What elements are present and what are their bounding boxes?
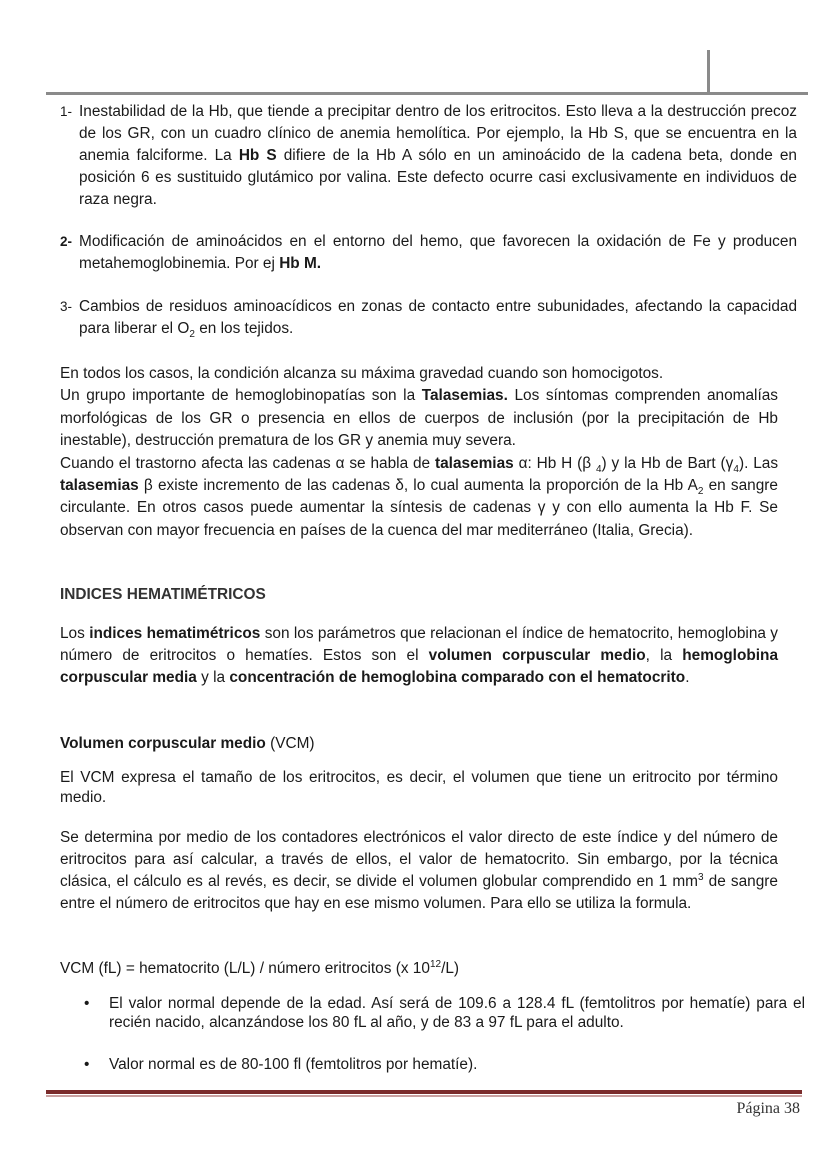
subscript-text: 4 [733,463,739,475]
item-text [79,103,797,208]
page-number: Página 38 [736,1100,800,1117]
bold-text: Talasemias. [421,387,508,405]
vcm-heading-bold: Volumen corpuscular medio [60,735,266,752]
bold-text: concentración de hemoglobina comparado con el hematocrito [229,669,686,686]
item-number: 1- [60,104,73,119]
text-segment: , la [645,647,683,664]
bold-text: Hb S [238,147,277,164]
text-segment: ). Las [738,454,779,472]
text-segment: y la [196,669,230,686]
text-segment: Un grupo importante de hemoglobinopatías son la [60,387,422,405]
text-segment: . [685,669,690,686]
indices-paragraph [60,623,778,689]
vcm-heading-abbr: (VCM) [265,735,315,752]
text-segment: ) y la Hb de Bart (γ [601,454,734,472]
subscript-text: 4 [595,463,602,475]
text-segment: β existe incremento de las cadenas δ, lo cual aumenta la proporción de la Hb A [138,477,698,495]
text-segment: Cuando el trastorno afecta las cadenas α se habla de [60,454,435,472]
bold-text: talasemias [60,477,139,495]
text-segment: Cambios de residuos aminoacídicos en zonas de contacto entre subunidades, afectando la capacidad para liberar el O [79,298,797,337]
bold-text: volumen corpuscular medio [428,647,646,664]
text-segment: Modificación de aminoácidos en el entorno del hemo, que favorecen la oxidación de Fe y producen metahemoglobinemia. Por ej [79,233,797,272]
text-segment: en los tejidos. [194,320,294,337]
header-divider-vertical [707,50,710,94]
header-rule [46,92,808,95]
bullet-icon: • [84,1056,90,1073]
vcm-formula [60,958,778,980]
bold-text: hemoglobina corpuscular media [60,647,778,686]
text-segment: Los síntomas comprenden anomalías morfológicas de los GR o presencia en ellos de cuerpos de inclusión (por la precipitación de Hb inestable), destrucción prematura de los GR y anemia muy severa. [60,387,778,450]
bold-text: talasemias [434,454,514,472]
bullet-item-1 [82,994,805,1032]
footer-rule [46,1090,802,1094]
text-segment: Inestabilidad de la Hb, que tiende a precipitar dentro de los eritrocitos. Esto lleva a la destrucción precoz de los GR, con un cuadro clínico de anemia hemolítica. Por ejemplo, la Hb S, que se encuentra en la anemia falciforme. La [79,103,797,164]
bullet-item-2 [82,1055,805,1074]
text-segment: El VCM expresa el tamaño de los eritrocitos, es decir, el volumen que tiene un eritrocito por término medio. [60,769,778,806]
bold-text: indices hematimétricos [89,625,261,642]
talasemias-paragraph [60,363,778,542]
bullet-icon: • [84,995,90,1012]
list-item-2 [60,231,797,275]
text-segment: α: Hb H (β [513,454,596,472]
subscript-text: 2 [697,486,704,498]
text-segment: En todos los casos, la condición alcanza su máxima gravedad cuando son homocigotos. [60,365,664,382]
subscript-text: 2 [189,329,195,341]
vcm-paragraph-1 [60,768,778,808]
item-text [79,298,797,341]
indices-heading: INDICES HEMATIMÉTRICOS [60,586,266,603]
supscript-text: 3 [698,871,704,883]
text-segment: son los parámetros que relacionan el índice de hematocrito, hemoglobina y número de eritrocitos o hematíes. Estos son el [60,625,778,664]
vcm-paragraph-2 [60,827,778,915]
bullet-text: El valor normal depende de la edad. Así será de 109.6 a 128.4 fL (femtolitros por hematíe) para el recién nacido, alcanzándose los 80 fL al año, y de 83 a 97 fL para el adulto. [109,995,805,1031]
vcm-heading [60,733,778,755]
item-number: 3- [60,299,73,314]
list-item-3 [60,296,797,340]
text-segment: de sangre entre el número de eritrocitos que hay en ese mismo volumen. Para ello se utiliza la formula. [60,873,778,912]
text-segment: Los [60,625,90,642]
text-segment: /L) [441,960,460,977]
text-segment: en sangre circulante. En otros casos puede aumentar la síntesis de cadenas γ y con ello aumenta la Hb F. Se observan con mayor frecuencia en países de la cuenca del mar mediterráneo (Italia, Grecia). [60,477,778,539]
supscript-text: 12 [429,958,442,970]
bold-text: Hb M. [279,255,322,272]
text-segment: Se determina por medio de los contadores electrónicos el valor directo de este índice y del número de eritrocitos para así calcular, a través de ellos, el valor de hematocrito. Sin embargo, por la técnica clásica, el cálculo es al revés, es decir, se divide el volumen globular comprendido en 1 mm [60,829,778,890]
item-number: 2- [60,234,73,249]
text-segment: VCM (fL) = hematocrito (L/L) / número eritrocitos (x 10 [60,960,430,977]
list-item-1 [60,101,797,211]
bullet-text: Valor normal es de 80-100 fl (femtolitros por hematíe). [109,1056,478,1073]
footer-rule-accent [46,1095,802,1097]
item-text [79,233,797,272]
text-segment: difiere de la Hb A sólo en un aminoácido de la cadena beta, donde en posición 6 es sustituido glutámico por valina. Este defecto ocurre casi exclusivamente en individuos de raza negra. [79,147,797,208]
